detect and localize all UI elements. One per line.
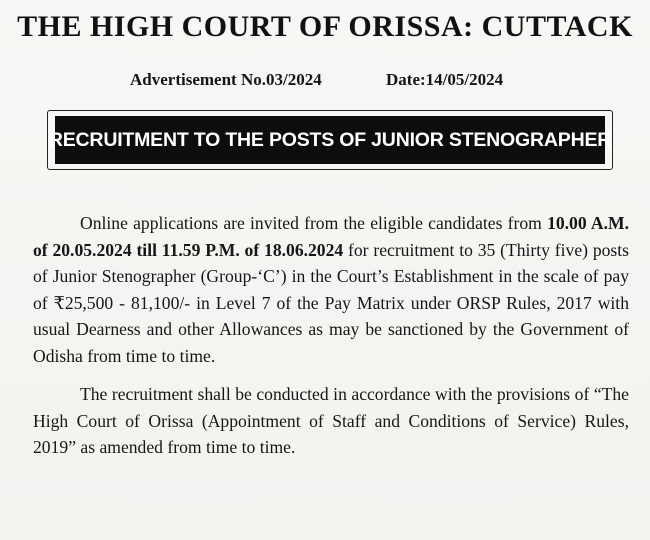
advertisement-body bbox=[33, 210, 629, 461]
application-period: 10.00 A.M. of 20.05.2024 till 11.59 P.M. of 18.06.2024 bbox=[33, 213, 629, 260]
page-title: THE HIGH COURT OF ORISSA: CUTTACK bbox=[17, 10, 633, 43]
paragraph-details-text: for recruitment to 35 (Thirty five) posts of Junior Stenographer (Group-‘C’) in the Court’s Establishment in the scale of pay of ₹25,500 - 81,100/- in Level 7 of the Pay Matrix under ORSP Rules, 2017 with usual Dearness and other Allowances as may be sanctioned by the Government of Odisha from time to time. bbox=[33, 239, 629, 366]
paragraph-recruitment-rules: The recruitment shall be conducted in accordance with the provisions of “The High Court of Orissa (Appointment of Staff and Conditions of Service) Rules, 2019” as amended from time to time. bbox=[33, 384, 629, 457]
paragraph-application-invite bbox=[33, 210, 629, 369]
recruitment-banner: RECRUITMENT TO THE POSTS OF JUNIOR STENOGRAPHER bbox=[55, 116, 605, 164]
advertisement-number: Advertisement No.03/2024 bbox=[130, 70, 322, 89]
recruitment-banner-frame bbox=[47, 110, 613, 170]
paragraph-intro-text: Online applications are invited from the eligible candidates from bbox=[80, 213, 548, 233]
advertisement-date: Date:14/05/2024 bbox=[386, 70, 504, 89]
